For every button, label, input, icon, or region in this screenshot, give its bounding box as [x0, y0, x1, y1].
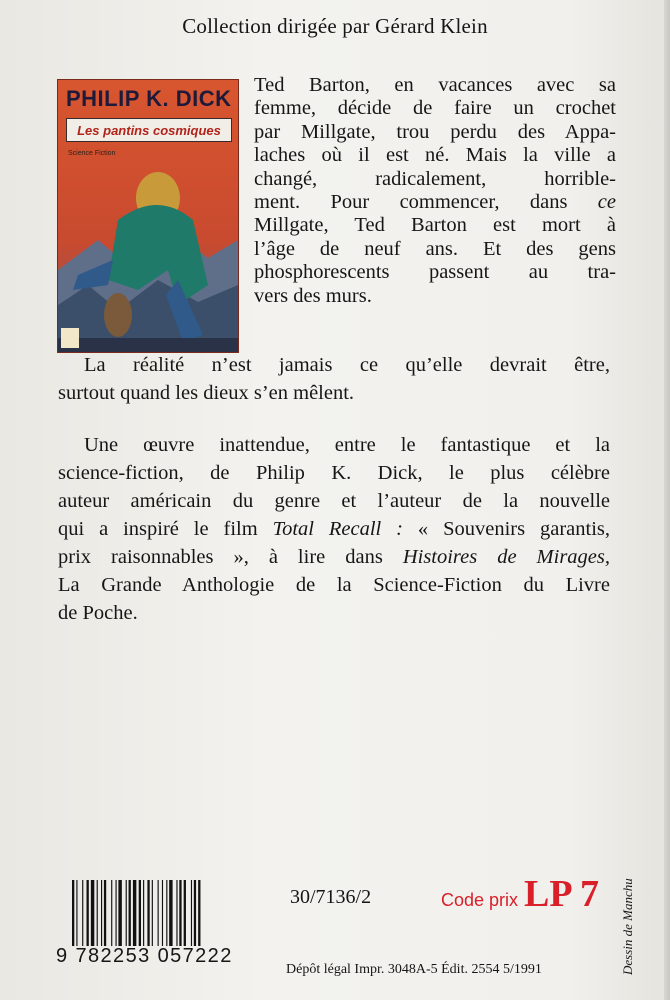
text-line: auteur américain du genre et l’auteur de la nouvelle — [58, 490, 610, 512]
barcode-bar — [87, 880, 89, 946]
text-line: surtout quand les dieux s’en mêlent. — [58, 382, 355, 404]
text-line: de Poche. — [58, 602, 138, 624]
barcode-bar — [116, 880, 117, 946]
barcode-bar — [101, 880, 102, 946]
barcode-bar — [118, 880, 121, 946]
text-line: Une œuvre inattendue, entre le fantastique et la — [84, 434, 610, 456]
barcode-bar — [152, 880, 153, 946]
blurb-paragraph-1 — [254, 74, 616, 308]
barcode-bar — [133, 880, 136, 946]
catalog-number: 30/7136/2 — [290, 886, 372, 908]
collection-header: Collection dirigée par Gérard Klein — [182, 14, 488, 38]
barcode-bar — [72, 880, 74, 946]
text-line-with-emphasis — [254, 191, 616, 214]
text-line: science-fiction, de Philip K. Dick, le plus célèbre — [58, 462, 610, 484]
barcode-bar — [184, 880, 186, 946]
barcode-bar — [169, 880, 172, 946]
text-line: La Grande Anthologie de la Science-Fiction du Livre — [58, 574, 610, 596]
text-line: par Millgate, trou perdu des Appa- — [254, 120, 616, 143]
text-run: « Souvenirs garantis, — [403, 518, 610, 540]
barcode-bar — [91, 880, 94, 946]
text-line — [58, 518, 610, 541]
cover-title-box — [66, 118, 232, 142]
barcode-bar — [82, 880, 83, 946]
barcode-bar — [97, 880, 98, 946]
cover-title: Les pantins cosmiques — [77, 122, 221, 138]
cover-genre: Science Fiction — [68, 150, 116, 157]
barcode-bar — [126, 880, 127, 946]
text-line: femme, décide de faire un crochet — [254, 97, 616, 120]
barcode-bar — [129, 880, 131, 946]
film-title: Total Recall : — [272, 518, 403, 540]
text-line: La réalité n’est jamais ce qu’elle devrait être, — [84, 354, 610, 376]
code-prix-label: Code prix — [441, 890, 519, 910]
text-line: phosphorescents passent au tra- — [254, 261, 616, 284]
text-line: Millgate, Ted Barton est mort à — [254, 214, 616, 237]
illustration-credit: Dessin de Manchu — [620, 878, 635, 975]
text-line: laches où il est né. Mais la ville a — [254, 144, 616, 167]
text-run: ment. Pour commencer, dans — [254, 191, 598, 214]
text-line: l’âge de neuf ans. Et des gens — [254, 237, 616, 260]
text-run: prix raisonnables », à lire dans — [58, 546, 403, 568]
code-prix-value: LP 7 — [524, 873, 599, 915]
cover-author: PHILIP K. DICK — [66, 86, 232, 111]
barcode-bar — [111, 880, 112, 946]
barcode-bar — [166, 880, 167, 946]
barcode-bar — [147, 880, 149, 946]
barcode-bar — [179, 880, 181, 946]
barcode-bar — [104, 880, 106, 946]
emphasis-ce: ce — [597, 191, 616, 214]
barcode-bar — [139, 880, 141, 946]
depot-legal: Dépôt légal Impr. 3048A-5 Édit. 2554 5/1991 — [286, 962, 542, 977]
cover-thumbnail — [58, 80, 238, 352]
barcode-bar — [76, 880, 77, 946]
barcode-bar — [198, 880, 200, 946]
text-line: vers des murs. — [254, 284, 372, 307]
text-run: qui a inspiré le film — [58, 518, 273, 540]
anthology-title: Histoires de Mirages, — [402, 546, 611, 568]
barcode-bar — [176, 880, 177, 946]
barcode-bar — [158, 880, 159, 946]
barcode-bar — [194, 880, 196, 946]
text-line: Ted Barton, en vacances avec sa — [254, 74, 616, 96]
text-line — [58, 546, 610, 569]
barcode-bar — [191, 880, 192, 946]
barcode-bar — [162, 880, 163, 946]
barcode — [70, 880, 240, 946]
barcode-bar — [143, 880, 144, 946]
barcode-number: 9 782253 057222 — [56, 945, 233, 967]
text-line: changé, radicalement, horrible- — [254, 167, 616, 190]
page-edge — [664, 0, 670, 1000]
